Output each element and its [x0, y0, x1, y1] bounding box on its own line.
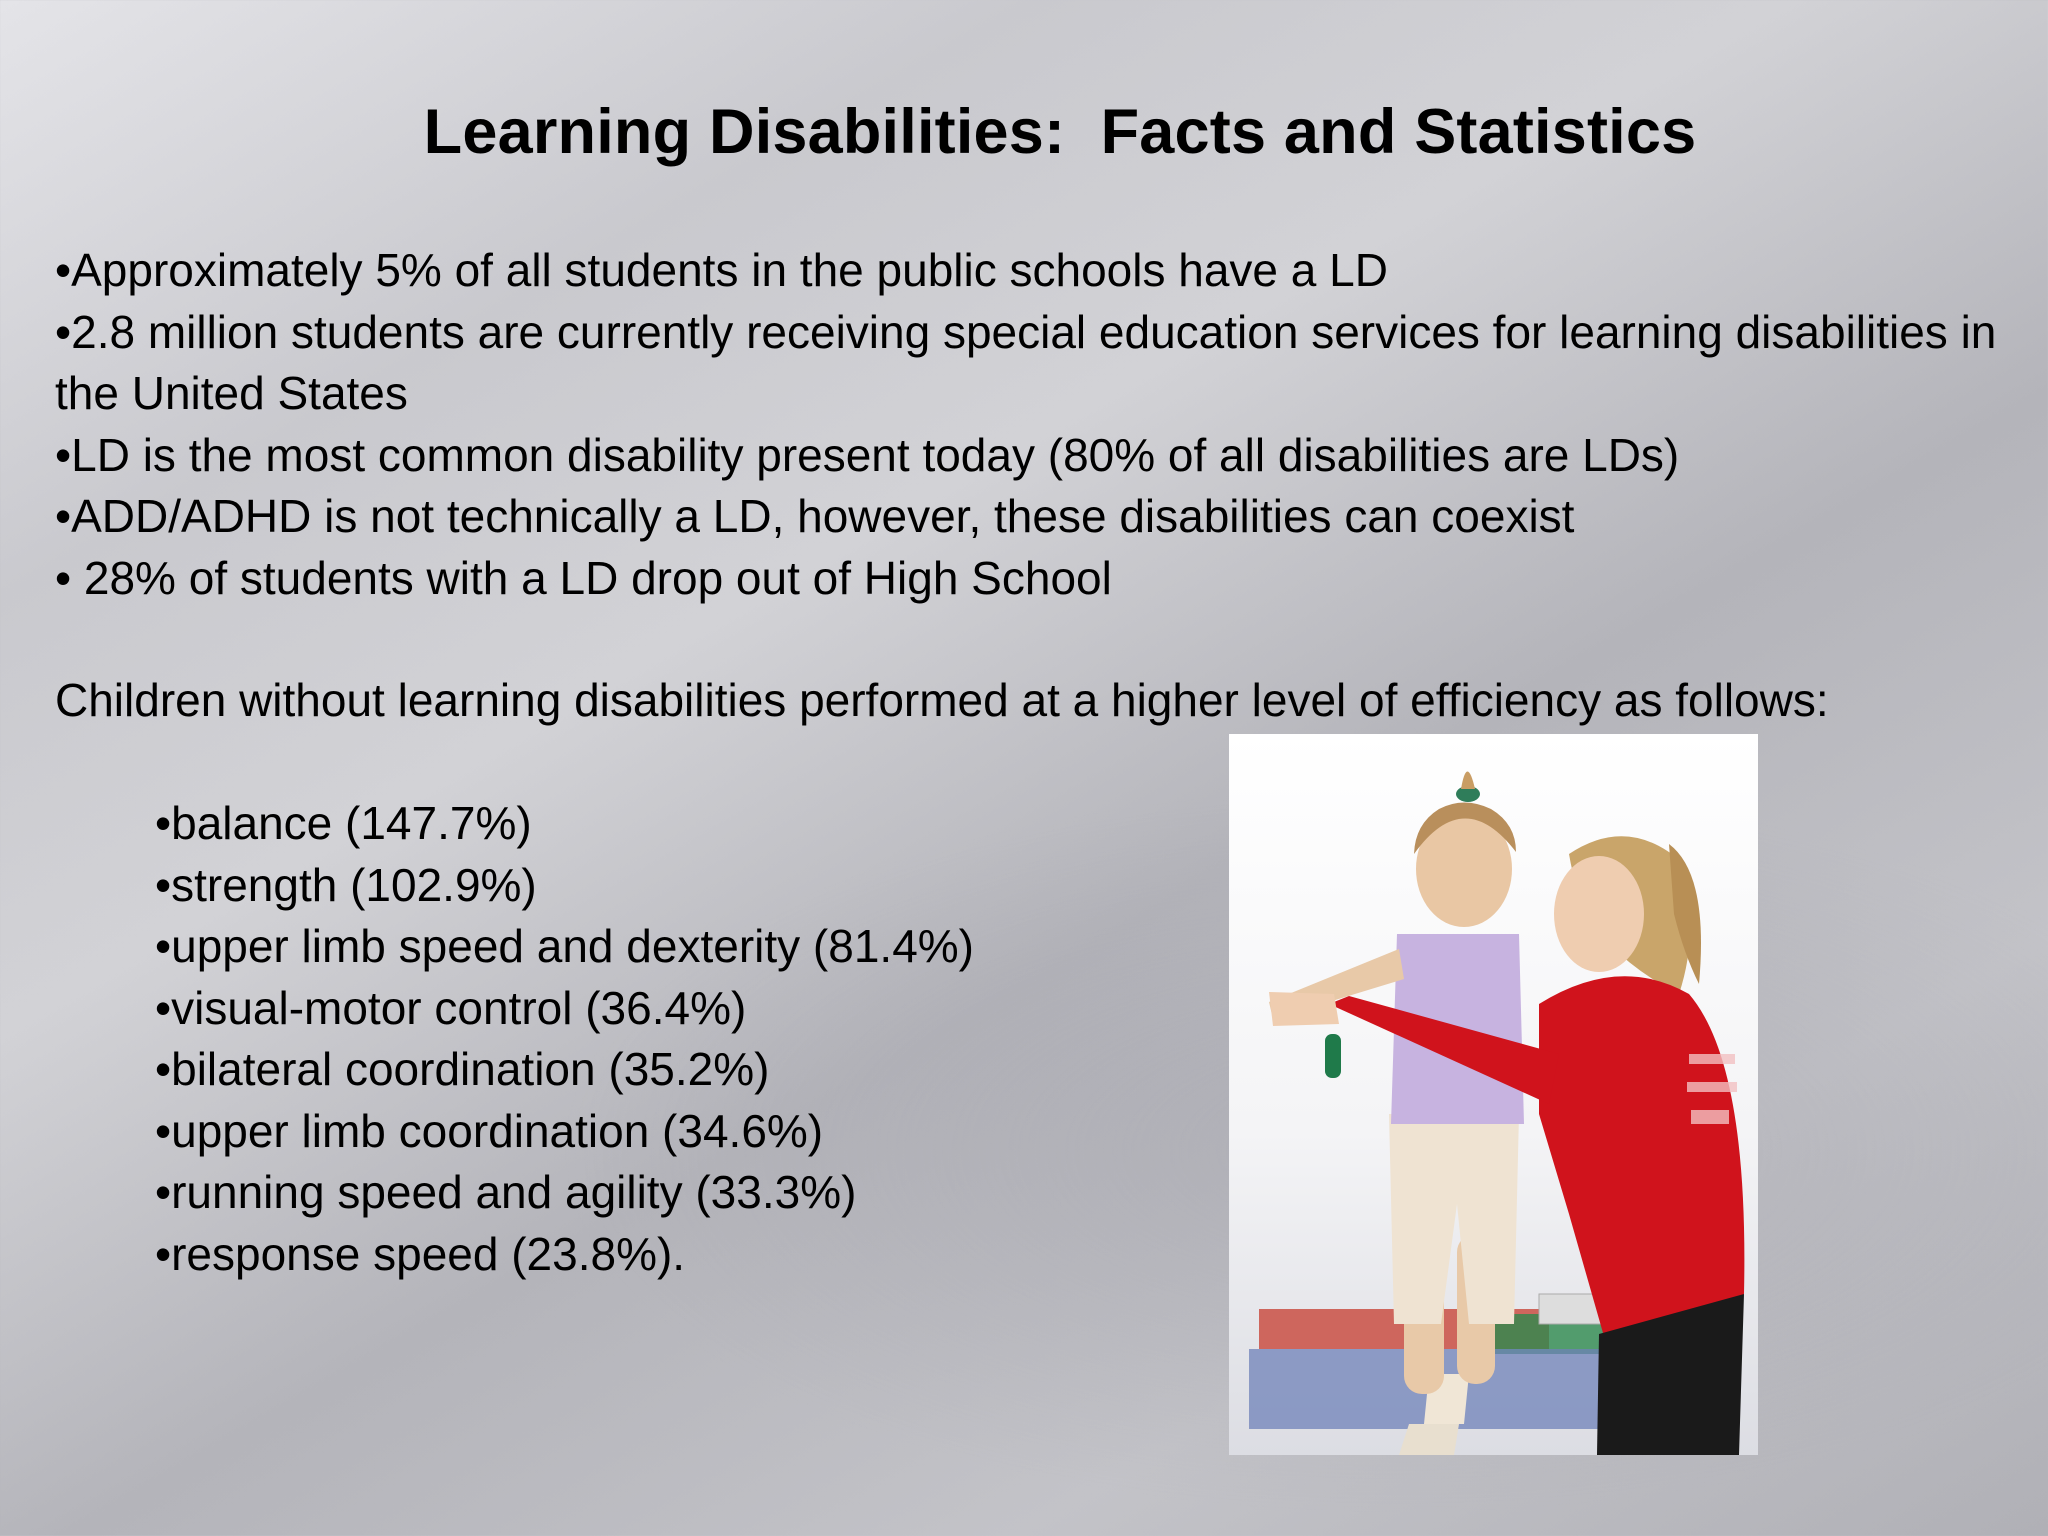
fact-item: •LD is the most common disability present today (80% of all disabilities are LDs): [55, 428, 1680, 481]
performance-item: •upper limb coordination (34.6%): [155, 1104, 824, 1157]
performance-item: •upper limb speed and dexterity (81.4%): [155, 920, 974, 972]
performance-item: •running speed and agility (33.3%): [155, 1166, 857, 1218]
facts-list: [55, 240, 2045, 609]
performance-item: •bilateral coordination (35.2%): [155, 1043, 770, 1095]
gymnastics-coach-photo: [1229, 734, 1758, 1455]
performance-list: [155, 793, 974, 1285]
fact-item: •2.8 million students are currently receiving special education services for learning disabilities in the United States: [55, 305, 1997, 419]
fact-item: •ADD/ADHD is not technically a LD, however, these disabilities can coexist: [55, 490, 1575, 542]
fact-item: •Approximately 5% of all students in the public schools have a LD: [55, 244, 1388, 296]
slide-title: Learning Disabilities: Facts and Statistics: [423, 97, 1697, 167]
performance-item: •balance (147.7%): [155, 797, 532, 849]
performance-item: •visual-motor control (36.4%): [155, 981, 747, 1034]
fact-item: • 28% of students with a LD drop out of High School: [55, 551, 1112, 604]
performance-intro: Children without learning disabilities performed at a higher level of efficiency as follows:: [55, 674, 1829, 726]
performance-item: •response speed (23.8%).: [155, 1227, 686, 1280]
performance-item: •strength (102.9%): [155, 858, 537, 911]
